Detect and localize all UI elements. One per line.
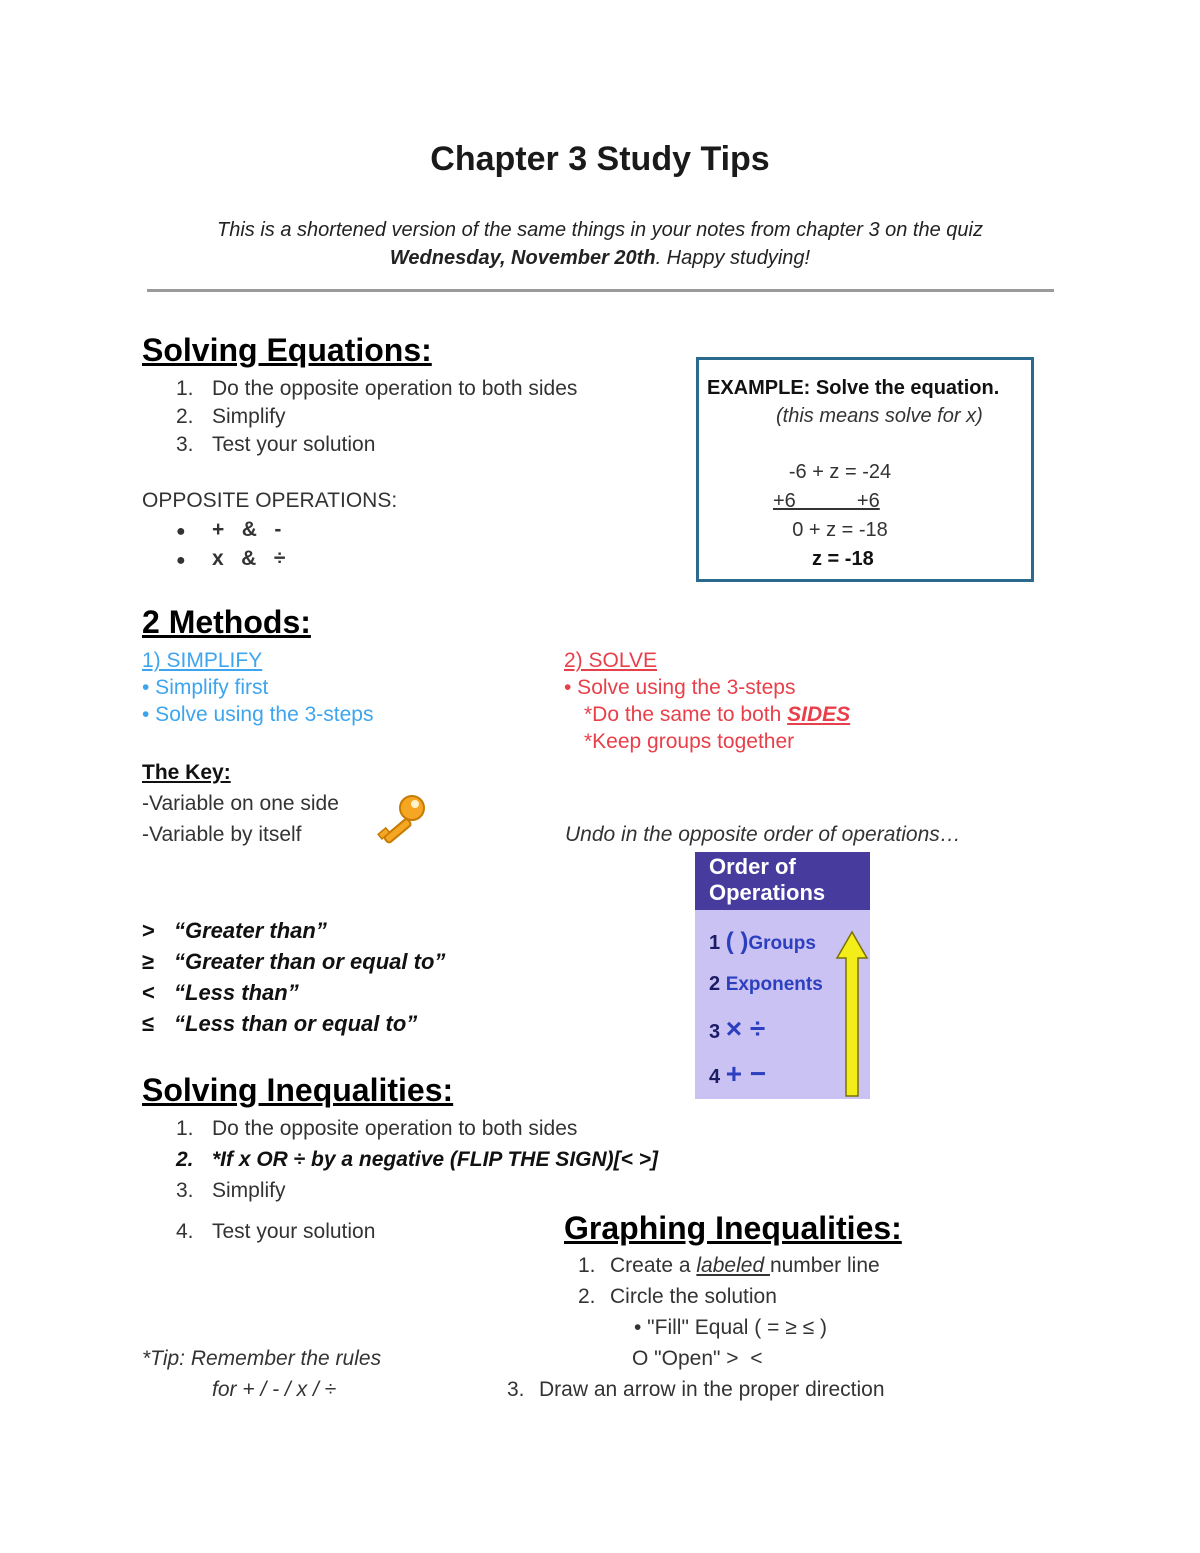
opposite-item-text: + & - xyxy=(212,518,282,541)
oo-title xyxy=(695,852,870,910)
opposite-item-text: x & ÷ xyxy=(212,547,286,570)
symbol-meaning: “Greater than or equal to” xyxy=(174,949,446,974)
oo-number: 4 xyxy=(709,1066,721,1088)
graphing-inequalities-heading: Graphing Inequalities: xyxy=(564,1210,902,1246)
step-text: Circle the solution xyxy=(610,1285,777,1308)
example-line-1: -6 + z = -24 xyxy=(788,461,892,483)
step-text: Do the opposite operation to both sides xyxy=(212,1117,578,1140)
intro-line: This is a shortened version of the same things in your notes from chapter 3 on the quiz xyxy=(217,219,983,241)
step-number: 1. xyxy=(176,1117,194,1140)
key-line: -Variable on one side xyxy=(142,792,339,815)
up-arrow-icon xyxy=(835,930,869,1098)
open-rule: O "Open" > < xyxy=(632,1347,763,1370)
equation-step xyxy=(176,377,577,401)
oo-label: Groups xyxy=(748,933,816,954)
example-title: EXAMPLE: Solve the equation. xyxy=(707,377,1000,399)
solve-item-text: *Do the same to both xyxy=(584,703,788,726)
step-text: Draw an arrow in the proper direction xyxy=(539,1378,885,1401)
step-number: 2. xyxy=(176,1148,194,1171)
step-number: 1. xyxy=(578,1254,596,1277)
bullet-icon: ● xyxy=(176,552,186,569)
undo-note: Undo in the opposite order of operations… xyxy=(565,823,961,846)
solve-item: • Solve using the 3-steps xyxy=(564,676,796,699)
graphing-step xyxy=(578,1285,777,1309)
inequality-step xyxy=(176,1148,658,1172)
oo-row xyxy=(709,1013,765,1045)
symbol-meaning: “Less than” xyxy=(174,980,299,1005)
oo-number: 3 xyxy=(709,1021,721,1043)
simplify-title: 1) SIMPLIFY xyxy=(142,649,263,672)
opposite-item xyxy=(176,518,281,542)
solving-equations-heading: Solving Equations: xyxy=(142,332,432,368)
solving-inequalities-heading: Solving Inequalities: xyxy=(142,1072,454,1108)
oo-title-line: Operations xyxy=(709,880,826,905)
step-number: 2. xyxy=(176,405,194,428)
intro-suffix: . Happy studying! xyxy=(655,247,811,269)
solve-title: 2) SOLVE xyxy=(564,649,657,672)
key-line: -Variable by itself xyxy=(142,823,302,846)
oo-row xyxy=(709,928,816,956)
opposite-item xyxy=(176,547,285,571)
simplify-item: • Simplify first xyxy=(142,676,269,699)
step-text: number line xyxy=(769,1254,880,1277)
tip-line: for + / - / x / ÷ xyxy=(212,1378,337,1401)
oo-number: 2 xyxy=(709,973,721,995)
graphing-step xyxy=(507,1378,885,1402)
intro-date-line xyxy=(0,247,1200,270)
step-number: 2. xyxy=(578,1285,596,1308)
bullet-icon: ● xyxy=(176,523,186,540)
step-text: *If x OR ÷ by a negative (FLIP THE SIGN)[< >] xyxy=(212,1148,658,1171)
simplify-item: • Solve using the 3-steps xyxy=(142,703,374,726)
inequality-symbol: > xyxy=(142,918,155,943)
step-text: Do the opposite operation to both sides xyxy=(212,377,578,400)
order-of-operations-graphic xyxy=(695,852,870,1099)
step-number: 3. xyxy=(176,433,194,456)
tip-line: *Tip: Remember the rules xyxy=(142,1347,382,1370)
step-number: 3. xyxy=(176,1179,194,1202)
key-icon xyxy=(372,792,432,844)
symbol-row xyxy=(142,980,299,1006)
equation-step xyxy=(176,433,375,457)
symbol-meaning: “Greater than” xyxy=(174,918,327,943)
symbol-meaning: “Less than or equal to” xyxy=(174,1011,418,1036)
inequality-step xyxy=(176,1179,286,1203)
inequality-step xyxy=(176,1117,577,1141)
oo-symbol: × ÷ xyxy=(725,1013,766,1044)
quiz-date: Wednesday, November 20th xyxy=(389,247,656,269)
step-text: Test your solution xyxy=(212,433,376,456)
opposite-operations-label: OPPOSITE OPERATIONS: xyxy=(142,489,398,512)
example-answer: z = -18 xyxy=(812,548,874,570)
oo-title-line: Order of xyxy=(709,854,796,879)
divider xyxy=(147,289,1054,292)
inequality-step xyxy=(176,1220,375,1244)
solve-item xyxy=(584,703,850,727)
oo-number: 1 xyxy=(709,932,721,954)
inequality-symbol: ≥ xyxy=(142,949,155,974)
labeled-emphasis: labeled xyxy=(696,1254,770,1277)
fill-rule: • "Fill" Equal ( = ≥ ≤ ) xyxy=(634,1316,827,1339)
inequality-symbol: < xyxy=(142,980,155,1005)
sides-emphasis: SIDES xyxy=(787,703,851,726)
oo-row xyxy=(709,1058,766,1090)
inequality-symbol: ≤ xyxy=(142,1011,155,1036)
page-title: Chapter 3 Study Tips xyxy=(430,140,770,178)
oo-symbol: + − xyxy=(725,1058,767,1089)
step-number: 3. xyxy=(507,1378,525,1401)
example-line-3: 0 + z = -18 xyxy=(792,519,888,541)
oo-row xyxy=(709,973,823,996)
symbol-row xyxy=(142,1011,417,1037)
step-text: Simplify xyxy=(212,405,286,428)
step-text: Simplify xyxy=(212,1179,286,1202)
graphing-step xyxy=(578,1254,880,1278)
oo-label: Exponents xyxy=(725,974,823,995)
example-line-2: +6 +6 xyxy=(773,490,880,512)
step-number: 4. xyxy=(176,1220,194,1243)
step-number: 1. xyxy=(176,377,194,400)
equation-step xyxy=(176,405,286,429)
example-subtitle: (this means solve for x) xyxy=(776,405,983,427)
symbol-row xyxy=(142,918,327,944)
oo-symbol: ( ) xyxy=(725,928,749,955)
step-text: Create a xyxy=(610,1254,697,1277)
step-text: Test your solution xyxy=(212,1220,376,1243)
symbol-row xyxy=(142,949,445,975)
solve-item: *Keep groups together xyxy=(584,730,795,753)
methods-heading: 2 Methods: xyxy=(142,604,311,640)
key-heading: The Key: xyxy=(142,761,231,784)
